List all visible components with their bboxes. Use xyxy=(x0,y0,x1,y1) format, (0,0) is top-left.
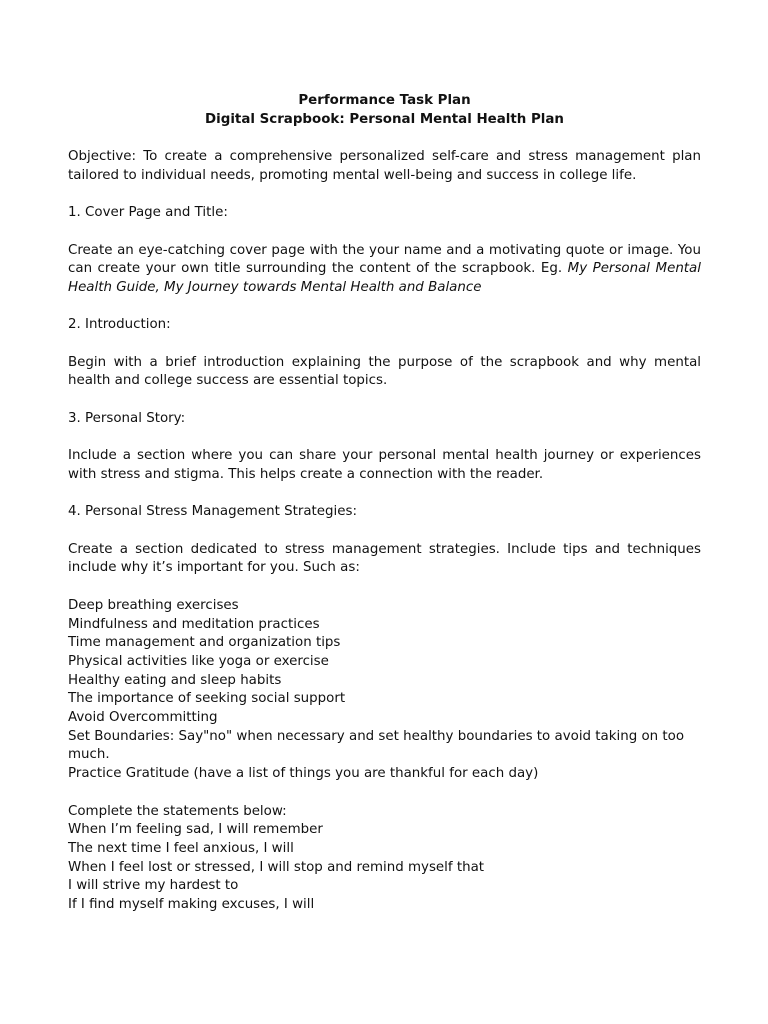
document-title-line2: Digital Scrapbook: Personal Mental Health Plan xyxy=(205,111,564,127)
section1-examples: My Personal Mental Health Guide, My Journey towards Mental Health and Balance xyxy=(68,261,701,295)
section3-paragraph: Include a section where you can share your personal mental health journey or experiences with stress and stigma. This helps create a connection with the reader. xyxy=(68,448,701,482)
statement-item: The next time I feel anxious, I will xyxy=(68,840,294,856)
statements-list xyxy=(68,821,701,915)
section1-body: Create an eye-catching cover page with the your name and a motivating quote or image. You can create your own title surrounding the content of the scrapbook. Eg. xyxy=(68,242,701,277)
strategy-item: Set Boundaries: Say"no" when necessary and set healthy boundaries to avoid taking on too much. xyxy=(68,728,685,763)
strategy-item: Healthy eating and sleep habits xyxy=(68,672,282,688)
objective-paragraph: Objective: To create a comprehensive personalized self-care and stress management plan tailored to individual needs, promoting mental well-being and success in college life. xyxy=(68,149,701,183)
strategy-item: Avoid Overcommitting xyxy=(68,710,218,726)
section3-heading: 3. Personal Story: xyxy=(68,410,186,426)
strategy-item: Mindfulness and meditation practices xyxy=(68,616,320,632)
statement-item: I will strive my hardest to xyxy=(68,878,239,894)
statement-item: If I find myself making excuses, I will xyxy=(68,897,315,913)
strategy-item: Time management and organization tips xyxy=(68,635,341,651)
section1-paragraph xyxy=(68,242,701,298)
statement-item: When I’m feeling sad, I will remember xyxy=(68,822,323,838)
statements-heading: Complete the statements below: xyxy=(68,803,287,819)
document-title-line1: Performance Task Plan xyxy=(298,93,471,108)
document-page xyxy=(68,92,701,915)
strategy-item: The importance of seeking social support xyxy=(68,691,346,707)
strategy-item: Practice Gratitude (have a list of things you are thankful for each day) xyxy=(68,766,539,782)
section4-paragraph: Create a section dedicated to stress management strategies. Include tips and techniques include why it’s important for you. Such as: xyxy=(68,541,701,576)
strategy-item: Physical activities like yoga or exercise xyxy=(68,653,329,669)
section2-heading: 2. Introduction: xyxy=(68,317,171,333)
strategy-item: Deep breathing exercises xyxy=(68,597,239,613)
section1-heading: 1. Cover Page and Title: xyxy=(68,205,228,221)
section2-paragraph: Begin with a brief introduction explaining the purpose of the scrapbook and why mental health and college success are essential topics. xyxy=(68,354,701,389)
statement-item: When I feel lost or stressed, I will stop and remind myself that xyxy=(68,859,485,875)
strategies-list xyxy=(68,597,701,784)
section4-heading: 4. Personal Stress Management Strategies: xyxy=(68,504,357,520)
